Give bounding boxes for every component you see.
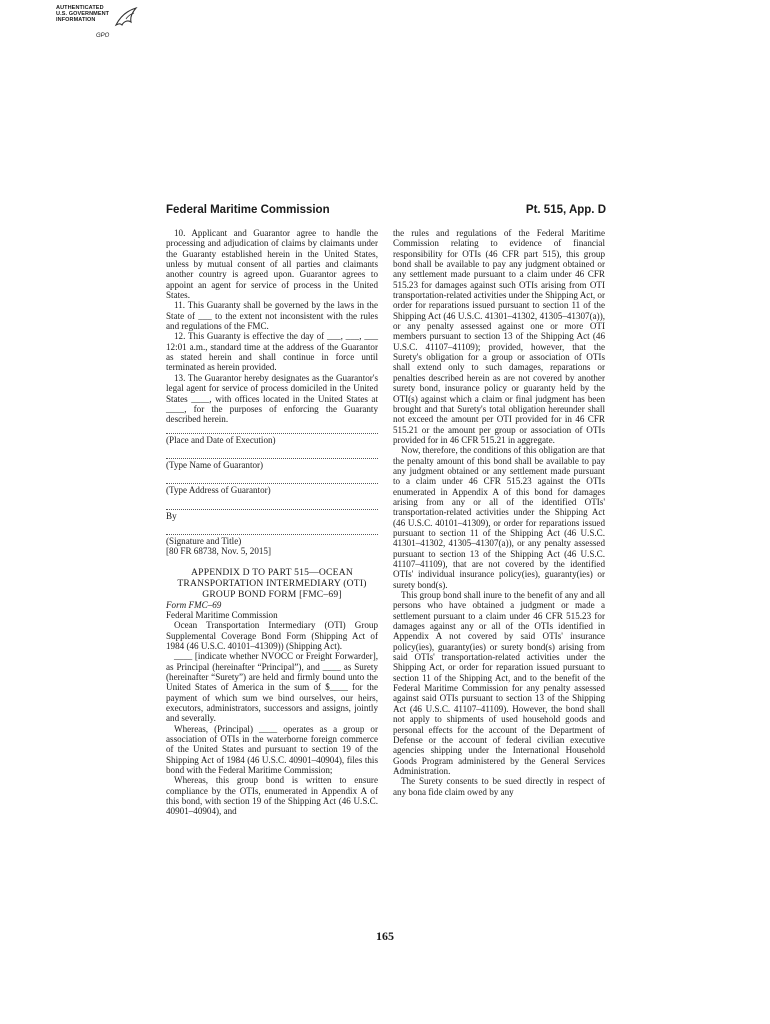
signature-title-line: (Signature and Title) (166, 534, 378, 546)
appendix-heading: APPENDIX D TO PART 515—OCEAN TRANSPORTATION INTERMEDIARY (OTI) GROUP BOND FORM [FMC–69] (177, 566, 367, 600)
left-column (166, 228, 378, 817)
surety-consent-paragraph: The Surety consents to be sued directly in respect of any bona fide claim owed by any (393, 776, 605, 797)
form-label: Form FMC–69 (166, 599, 222, 610)
whereas-paragraph-2: Whereas, this group bond is written to ensure compliance by the OTIs, enumerated in Appendix A of this bond, with section 19 of the Shipping Act (46 U.S.C. 40901–40904), and (166, 775, 378, 817)
conditions-paragraph: Now, therefore, the conditions of this obligation are that the penalty amount of this bond shall be available to pay any judgment obtained or any settlement made pursuant to a claim under 46 CFR 515.23 against the OTIs enumerated in Appendix A of this bond for damages arising from any or all of the identified OTIs' transportation-related activities under the Shipping Act (46 U.S.C. 40101–41309), or order for reparations issued pursuant to section 11 of the Shipping Act (46 U.S.C. 41301–41302, 41305–41307(a)), or any penalty assessed pursuant to section 13 of the Shipping Act (46 U.S.C. 41107–41109), that are not covered by the identified OTIs' individual insurance policy(ies), guaranty(ies) or surety bond(s). (393, 445, 605, 590)
logo-line-3: INFORMATION (56, 17, 96, 23)
section-reference: Pt. 515, App. D (525, 204, 606, 216)
paragraph-12: 12. This Guaranty is effective the day of ___, ___, ___ 12:01 a.m., standard time at the address of the Guarantor as stated herein and shall continue in force until terminated as herein provided. (166, 331, 378, 373)
guarantor-address-line: (Type Address of Guarantor) (166, 483, 378, 495)
paragraph-11: 11. This Guaranty shall be governed by the laws in the State of ___ to the extent not inconsistent with the rules and regulations of the FMC. (166, 300, 378, 332)
inure-benefit-paragraph: This group bond shall inure to the benefit of any and all persons who have obtained a judgment or made a settlement pursuant to a claim under 46 CFR 515.23 for damages against any or all of the OTIs identified in Appendix A not covered by said OTIs' insurance policy(ies), guaranty(ies) or surety bond(s) arising from said OTIs' transportation-related activities under the Shipping Act, or order for reparation issued pursuant to section 11 of the Shipping Act, and to the benefit of the Federal Maritime Commission for any penalty assessed against said OTIs pursuant to section 13 of the Shipping Act (46 U.S.C. 41107–41109). However, the bond shall not apply to shipments of used household goods and personal effects for the account of the Department of Defense or the account of federal civilian executive agencies shipping under the International Household Goods Program administered by the General Services Administration. (393, 590, 605, 776)
logo-line-1: AUTHENTICATED (56, 5, 104, 11)
agency-name: Federal Maritime Commission (166, 204, 330, 216)
place-date-line: (Place and Date of Execution) (166, 433, 378, 445)
running-head (166, 204, 606, 220)
page-number: 165 (376, 929, 394, 943)
by-line: By (166, 509, 378, 521)
bond-form-title: Ocean Transportation Intermediary (OTI) Group Supplemental Coverage Bond Form (Shipping Act of 1984 (46 U.S.C. 40101–41309)) (Shipping Act). (166, 620, 378, 651)
paragraph-10: 10. Applicant and Guarantor agree to handle the processing and adjudication of claims by claimants under the Guaranty established herein in the United States, unless by mutual consent of all parties and claimants another country is agreed upon. Guarantor agrees to appoint an agent for service of process in the United States. (166, 228, 378, 301)
logo-line-2: U.S. GOVERNMENT (56, 11, 110, 17)
form-agency: Federal Maritime Commission (166, 609, 278, 620)
principal-surety-paragraph: ____ [indicate whether NVOCC or Freight Forwarder], as Principal (hereinafter “Principal”), and ____ as Surety (hereinafter “Surety”) are held and firmly bound unto the United States of America in the sum of $____ for the payment of which sum we bind ourselves, our heirs, executors, administrators, successors and assigns, jointly and severally. (166, 651, 378, 724)
guarantor-name-line: (Type Name of Guarantor) (166, 458, 378, 470)
right-column (393, 228, 605, 797)
continued-paragraph: the rules and regulations of the Federal Maritime Commission relating to evidence of financial responsibility for OTIs (46 CFR part 515), this group bond shall be available to pay any judgment obtained or any settlement made pursuant to a claim under 46 CFR 515.23 for damages against such OTIs arising from OTI transportation-related activities under the Shipping Act, or order for reparations issued pursuant to section 11 of the Shipping Act (46 U.S.C. 41301–41302, 41305–41307(a)), or any penalty assessed against one or more OTI members pursuant to section 13 of the Shipping Act (46 U.S.C. 41107–41109); provided, however, that the Surety's obligation for a group or association of OTIs shall extend only to such damages, reparations or penalties described herein as are not covered by another surety bond, insurance policy or guaranty held by the OTI(s) against which a claim or final judgment has been brought and that Surety's total obligation hereunder shall not exceed the amount per OTI provided for in 46 CFR 515.21 or the amount per group or association of OTIs provided for in 46 CFR 515.21 in aggregate. (393, 228, 605, 445)
gpo-mark: GPO (96, 33, 110, 39)
eagle-icon (114, 5, 140, 31)
federal-register-citation: [80 FR 68738, Nov. 5, 2015] (166, 546, 271, 557)
whereas-paragraph-1: Whereas, (Principal) ____ operates as a group or association of OTIs in the waterborne foreign commerce of the United States and pursuant to section 19 of the Shipping Act of 1984 (46 U.S.C. 40901–40904), files this bond with the Federal Maritime Commission; (166, 723, 378, 776)
gpo-authentication-logo (56, 5, 146, 45)
paragraph-13: 13. The Guarantor hereby designates as the Guarantor's legal agent for service of process domiciled in the United States ____, with offices located in the United States at ____, for the purposes of enforcing the Guaranty described herein. (166, 372, 378, 425)
